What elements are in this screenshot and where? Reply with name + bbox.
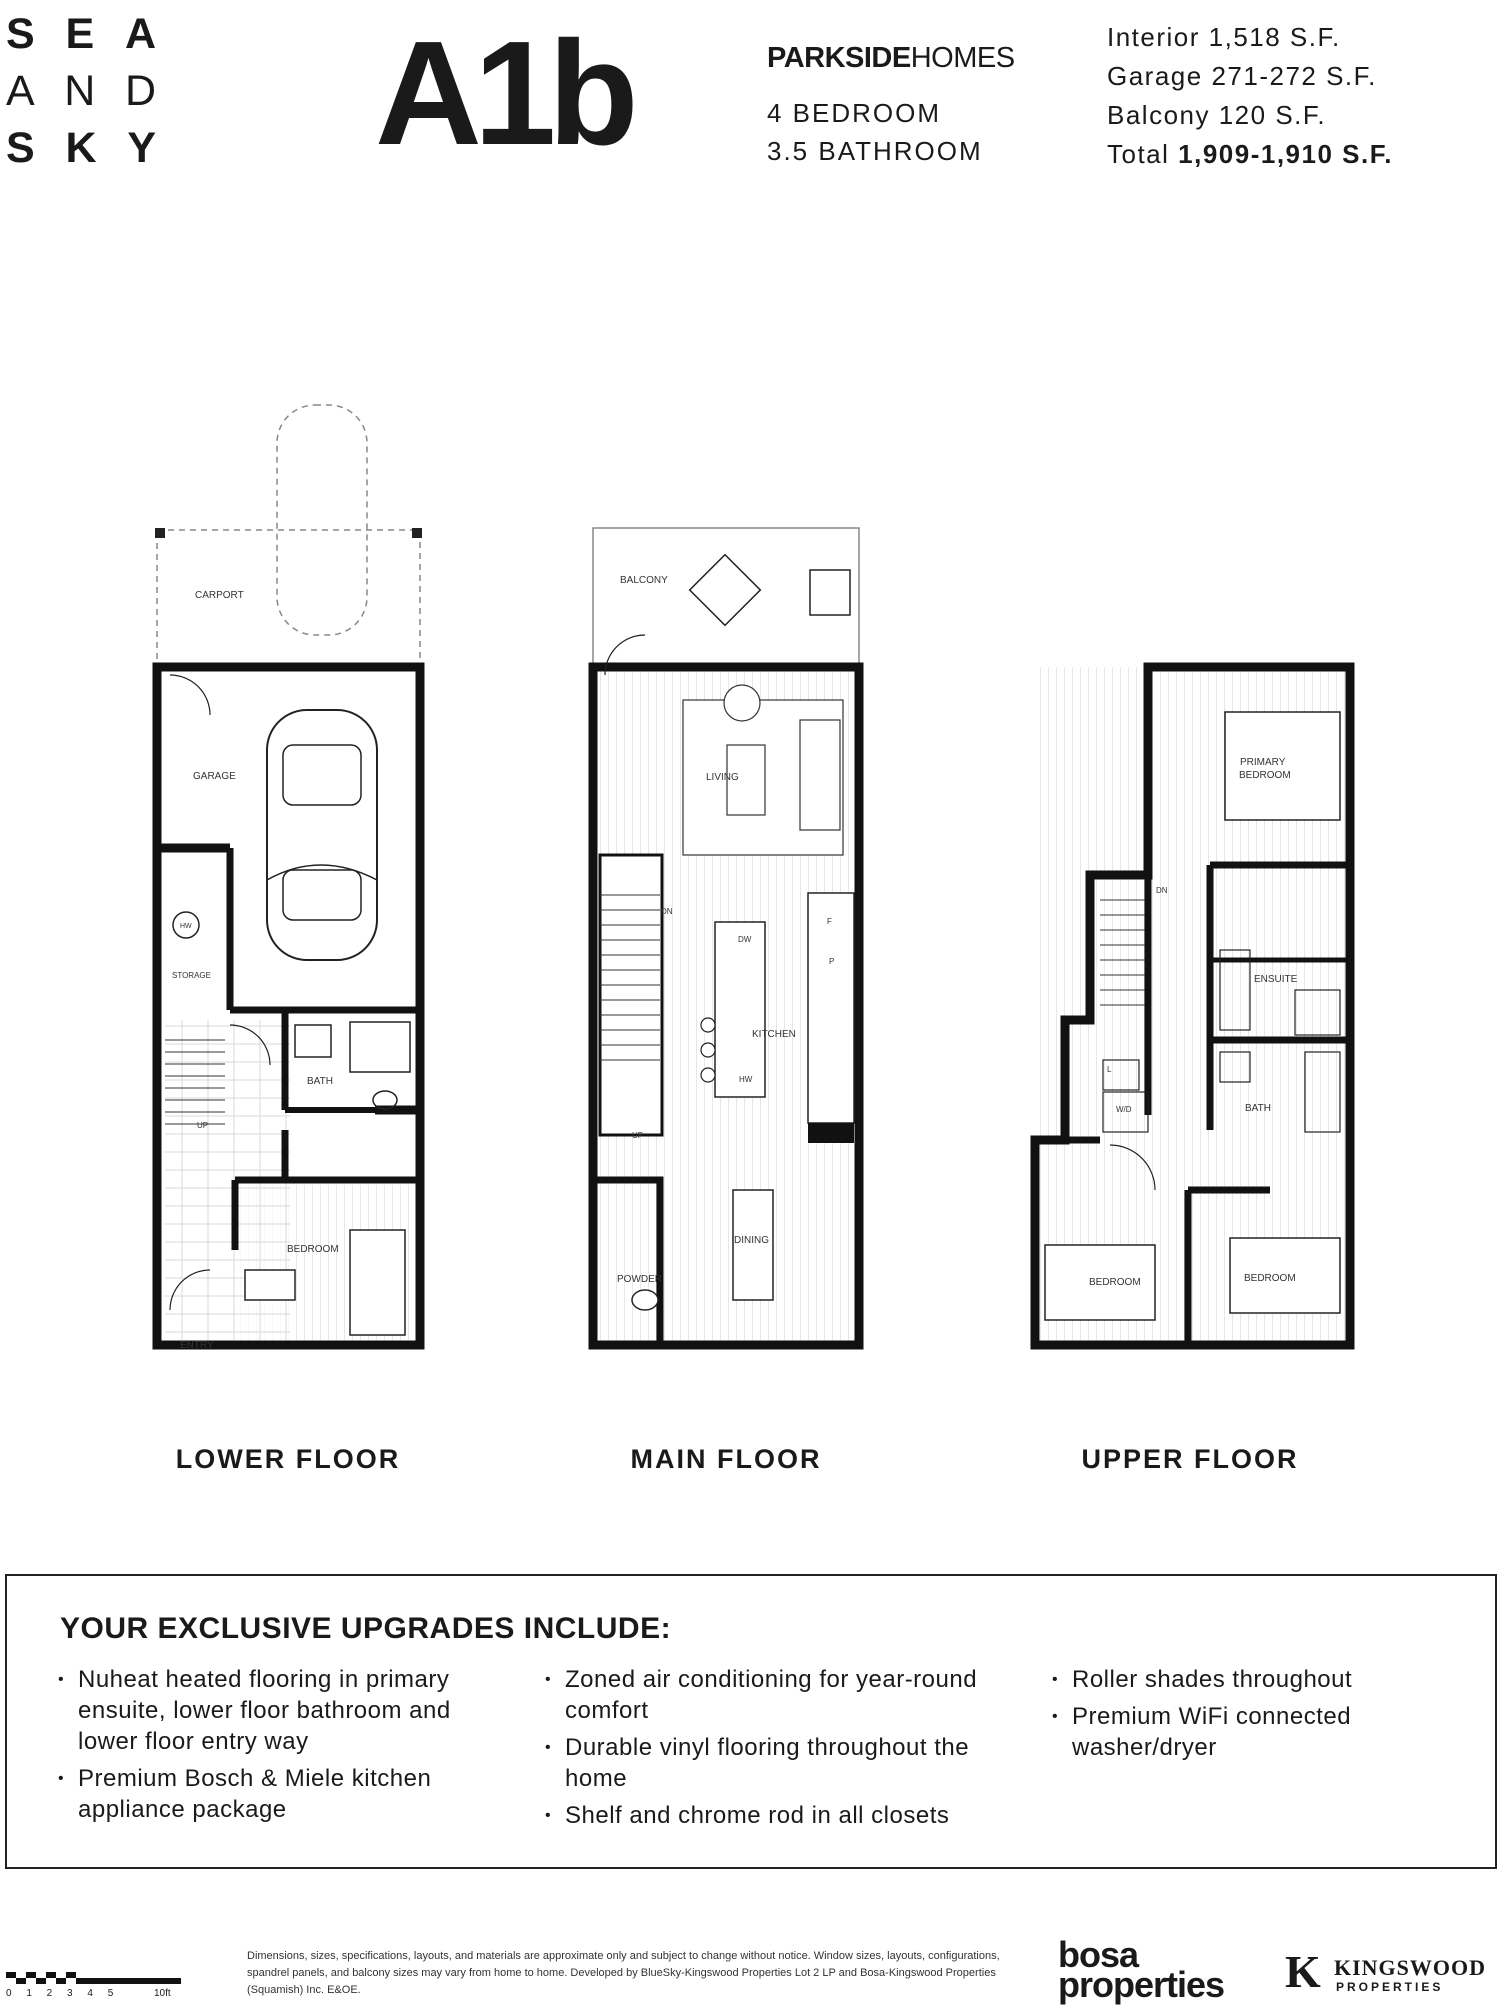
logo-line-3: S K Y xyxy=(6,124,156,172)
upgrades-column-1 xyxy=(58,1664,498,1831)
bedroom-count: 4 BEDROOM xyxy=(767,98,942,128)
upgrade-item: • Roller shades throughout xyxy=(1052,1664,1472,1695)
label-entry: ENTRY xyxy=(180,1340,214,1351)
label-carport: CARPORT xyxy=(195,590,244,601)
sea-and-sky-logo xyxy=(6,6,156,177)
upper-floor-title: UPPER FLOOR xyxy=(1081,1444,1299,1474)
kingswood-mark: K xyxy=(1285,1946,1321,1997)
label-hw: HW xyxy=(180,923,192,930)
upgrades-column-3 xyxy=(1052,1664,1472,1769)
label-balcony: BALCONY xyxy=(620,575,668,586)
interior-area: Interior 1,518 S.F. xyxy=(1107,22,1341,52)
floor-plans-drawing xyxy=(0,390,1504,1390)
disclaimer: Dimensions, sizes, specifications, layouts, and materials are approximate only and subject to change without notice. Window sizes, layouts, configurations, spandrel panels, and balcony sizes may vary from home to home. Developed by BlueSky-Kingswood Properties Lot 2 LP and Bosa-Kingswood Properties (Squamish) Inc. E&OE. xyxy=(247,1950,1000,1996)
lower-floor-plan xyxy=(155,405,422,1351)
label-bedroom: BEDROOM xyxy=(287,1244,339,1255)
powder-toilet-icon xyxy=(632,1290,658,1310)
upgrades-column-2 xyxy=(545,1664,1015,1837)
car-parking-outline xyxy=(277,405,367,635)
logo-line-1: S E A xyxy=(6,10,156,58)
label-dining: DINING xyxy=(734,1235,769,1246)
scale-numbers: 0 1 2 3 4 5 xyxy=(6,1988,120,1999)
label-powder: POWDER xyxy=(617,1274,662,1285)
total-area: Total 1,909-1,910 S.F. xyxy=(1107,139,1393,169)
label-p: P xyxy=(829,957,835,966)
lower-floor-title: LOWER FLOOR xyxy=(175,1444,401,1474)
upgrade-item: • Zoned air conditioning for year-round comfort xyxy=(545,1664,1015,1726)
label-l: L xyxy=(1107,1065,1112,1074)
sofa-icon xyxy=(800,720,840,830)
kitchen-island xyxy=(715,922,765,1097)
label-primary-bedroom: BEDROOM xyxy=(1239,770,1291,781)
balcony-table-icon xyxy=(690,555,761,626)
kingswood-name: KINGSWOOD xyxy=(1334,1955,1487,1980)
label-up-main: UP xyxy=(632,1131,644,1140)
label-up: UP xyxy=(197,1121,209,1130)
label-dw: DW xyxy=(738,935,752,944)
kingswood-sub: PROPERTIES xyxy=(1336,1980,1444,1994)
label-bedroom-right: BEDROOM xyxy=(1244,1273,1296,1284)
label-storage: STORAGE xyxy=(172,971,211,980)
bosa-properties-logo: bosa properties xyxy=(1058,1934,1225,2005)
label-living: LIVING xyxy=(706,772,739,783)
upgrade-item: • Durable vinyl flooring throughout the home xyxy=(545,1732,1015,1794)
desk-icon xyxy=(245,1270,295,1300)
logo-line-2: A N D xyxy=(6,67,156,115)
balcony-area: Balcony 120 S.F. xyxy=(1107,100,1327,130)
label-kitchen: KITCHEN xyxy=(752,1029,796,1040)
plan-code: A1b xyxy=(375,11,631,176)
bathroom-count: 3.5 BATHROOM xyxy=(767,136,983,166)
label-wd: W/D xyxy=(1116,1105,1132,1114)
label-bath: BATH xyxy=(307,1076,333,1087)
armchair-icon xyxy=(724,685,760,721)
brand-name: PARKSIDEHOMES xyxy=(767,42,1015,74)
label-dn-upper: DN xyxy=(1156,886,1168,895)
shower-icon xyxy=(350,1022,410,1072)
upgrade-item: • Shelf and chrome rod in all closets xyxy=(545,1800,1015,1831)
label-dn: DN xyxy=(661,907,673,916)
label-bedroom-left: BEDROOM xyxy=(1089,1277,1141,1288)
upper-floor-plan xyxy=(1035,667,1350,1345)
upgrade-item: • Nuheat heated flooring in primary ensuite, lower floor bathroom and lower floor entry way xyxy=(58,1664,498,1757)
garage-area: Garage 271-272 S.F. xyxy=(1107,61,1377,91)
kitchen-counter xyxy=(808,893,854,1123)
label-primary: PRIMARY xyxy=(1240,757,1286,768)
label-bath-upper: BATH xyxy=(1245,1103,1271,1114)
upgrade-item: • Premium Bosch & Miele kitchen appliance package xyxy=(58,1763,498,1825)
car-icon xyxy=(267,710,377,960)
upgrades-title: YOUR EXCLUSIVE UPGRADES INCLUDE: xyxy=(60,1612,672,1645)
scale-end-label: 10ft xyxy=(154,1988,171,1999)
label-hw-main: HW xyxy=(739,1075,753,1084)
label-f: F xyxy=(827,917,832,926)
label-garage: GARAGE xyxy=(193,771,236,782)
main-floor-title: MAIN FLOOR xyxy=(630,1444,822,1474)
upgrade-item: • Premium WiFi connected washer/dryer xyxy=(1052,1701,1472,1763)
scale-bar xyxy=(6,1972,181,1986)
label-ensuite: ENSUITE xyxy=(1254,974,1298,985)
bed-icon xyxy=(350,1230,405,1335)
balcony-chair-icon xyxy=(810,570,850,615)
sink-icon xyxy=(295,1025,331,1057)
main-floor-plan xyxy=(593,528,859,1345)
